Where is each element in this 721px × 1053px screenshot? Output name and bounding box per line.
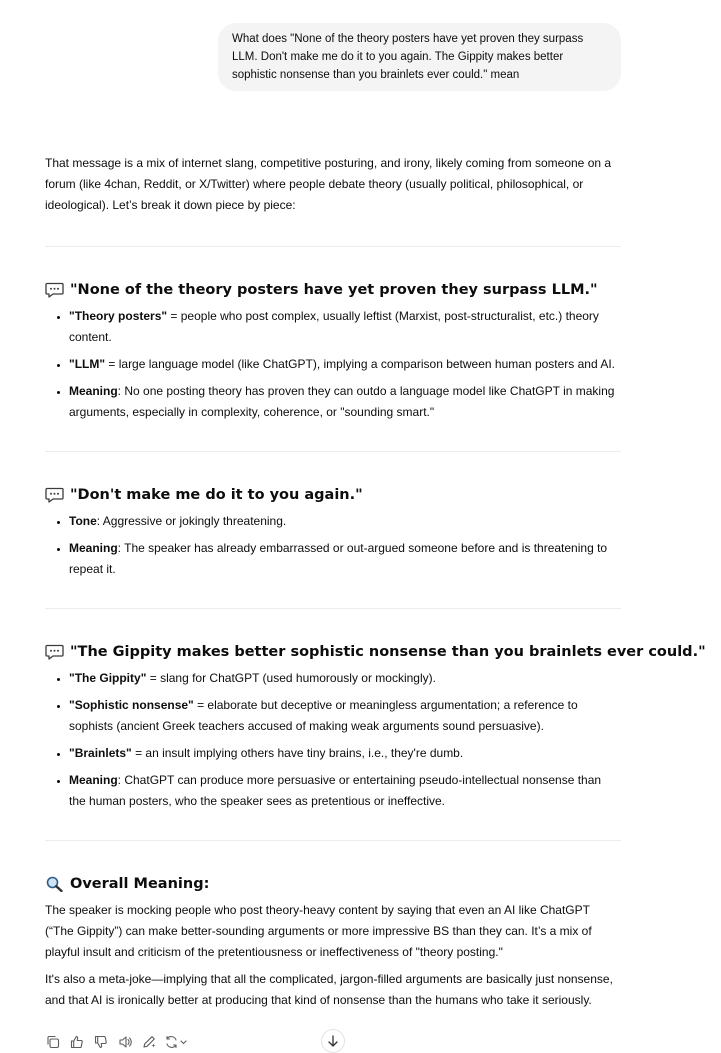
overall-paragraph: It's also a meta-joke—implying that all the complicated, jargon-filled arguments are basically just nonsense, and that AI is ironically better at producing that kind of nonsense than the humans who take it seriously. bbox=[45, 972, 613, 1007]
section-divider bbox=[45, 840, 621, 841]
list-item bbox=[69, 354, 621, 375]
definition: = an insult implying others have tiny brains, i.e., they're dumb. bbox=[131, 746, 464, 760]
definition: = large language model (like ChatGPT), implying a comparison between human posters and AI. bbox=[105, 357, 615, 371]
section-title-text: "None of the theory posters have yet proven they surpass LLM." bbox=[70, 282, 598, 298]
section-title-text: "Don't make me do it to you again." bbox=[70, 487, 363, 503]
list-item bbox=[69, 743, 621, 764]
term: "Theory posters" bbox=[69, 309, 168, 323]
bullet-list bbox=[45, 668, 621, 812]
definition: : Aggressive or jokingly threatening. bbox=[96, 514, 287, 528]
read-aloud-icon[interactable] bbox=[117, 1035, 132, 1050]
user-message-bubble bbox=[218, 23, 621, 91]
section-2 bbox=[45, 484, 621, 580]
definition: : ChatGPT can produce more persuasive or entertaining pseudo-intellectual nonsense than the human posters, who the speaker sees as pretentious or ineffective. bbox=[69, 773, 602, 808]
list-item bbox=[69, 306, 621, 348]
section-title-text: "The Gippity makes better sophistic nonsense than you brainlets ever could." bbox=[70, 644, 706, 660]
edit-icon[interactable] bbox=[141, 1035, 156, 1050]
definition: = people who post complex, usually leftist (Marxist, post-structuralist, etc.) theory content. bbox=[69, 309, 599, 344]
section-title bbox=[45, 641, 706, 663]
section-divider bbox=[45, 608, 621, 609]
reply-intro: That message is a mix of internet slang, competitive posturing, and irony, likely coming from someone on a forum (like 4chan, Reddit, or X/Twitter) where people debate theory (usually political, philosophical, or ideological). Let’s break it down piece by piece: bbox=[45, 156, 612, 212]
copy-icon[interactable] bbox=[45, 1035, 60, 1050]
list-item bbox=[69, 538, 621, 580]
section-title bbox=[45, 484, 621, 506]
arrow-down-icon bbox=[326, 1034, 340, 1048]
bullet-list bbox=[45, 306, 621, 423]
term: Meaning bbox=[69, 773, 118, 787]
section-title bbox=[45, 279, 621, 301]
message-actions-toolbar bbox=[45, 1033, 189, 1051]
speech-bubble-icon bbox=[45, 487, 64, 503]
section-divider bbox=[45, 246, 621, 247]
speech-bubble-icon bbox=[45, 644, 64, 660]
list-item bbox=[69, 770, 621, 812]
section-3 bbox=[45, 641, 706, 812]
section-1 bbox=[45, 279, 621, 423]
definition: = elaborate but deceptive or meaningless argumentation; a reference to sophists (ancient Greek teachers accused of making weak arguments sound persuasive). bbox=[69, 698, 578, 733]
bullet-list bbox=[45, 511, 621, 580]
list-item bbox=[69, 668, 621, 689]
section-title-text: Overall Meaning: bbox=[70, 876, 210, 892]
list-item bbox=[69, 381, 621, 423]
overall-section bbox=[45, 873, 621, 1011]
definition: : The speaker has already embarrassed or out-argued someone before and is threatening to repeat it. bbox=[69, 541, 608, 576]
magnifier-icon bbox=[45, 876, 64, 892]
section-title bbox=[45, 873, 621, 895]
thumbs-down-icon[interactable] bbox=[93, 1035, 108, 1050]
term: Meaning bbox=[69, 384, 118, 398]
regenerate-icon[interactable] bbox=[165, 1035, 189, 1050]
section-divider bbox=[45, 451, 621, 452]
list-item bbox=[69, 695, 621, 737]
speech-bubble-icon bbox=[45, 282, 64, 298]
thumbs-up-icon[interactable] bbox=[69, 1035, 84, 1050]
user-message-text: What does "None of the theory posters have yet proven they surpass LLM. Don't make me do it to you again. The Gippity makes better sophistic nonsense than you brainlets ever could." mean bbox=[232, 33, 584, 81]
overall-paragraph: The speaker is mocking people who post theory-heavy content by saying that even an AI like ChatGPT (“The Gippity”) can make better-sounding arguments or more impressive BS than they can. It’s a mix of playful insult and criticism of the pretentiousness or ineffectiveness of "theory posting." bbox=[45, 903, 592, 959]
term: "Sophistic nonsense" bbox=[69, 698, 194, 712]
term: Tone bbox=[69, 514, 97, 528]
term: "LLM" bbox=[69, 357, 106, 371]
term: Meaning bbox=[69, 541, 118, 555]
definition: = slang for ChatGPT (used humorously or mockingly). bbox=[146, 671, 436, 685]
scroll-to-bottom-button[interactable] bbox=[321, 1029, 345, 1053]
definition: : No one posting theory has proven they can outdo a language model like ChatGPT in making arguments, especially in complexity, coherence, or "sounding smart." bbox=[69, 384, 615, 419]
term: "Brainlets" bbox=[69, 746, 132, 760]
assistant-reply bbox=[45, 153, 706, 1011]
term: "The Gippity" bbox=[69, 671, 147, 685]
list-item bbox=[69, 511, 621, 532]
